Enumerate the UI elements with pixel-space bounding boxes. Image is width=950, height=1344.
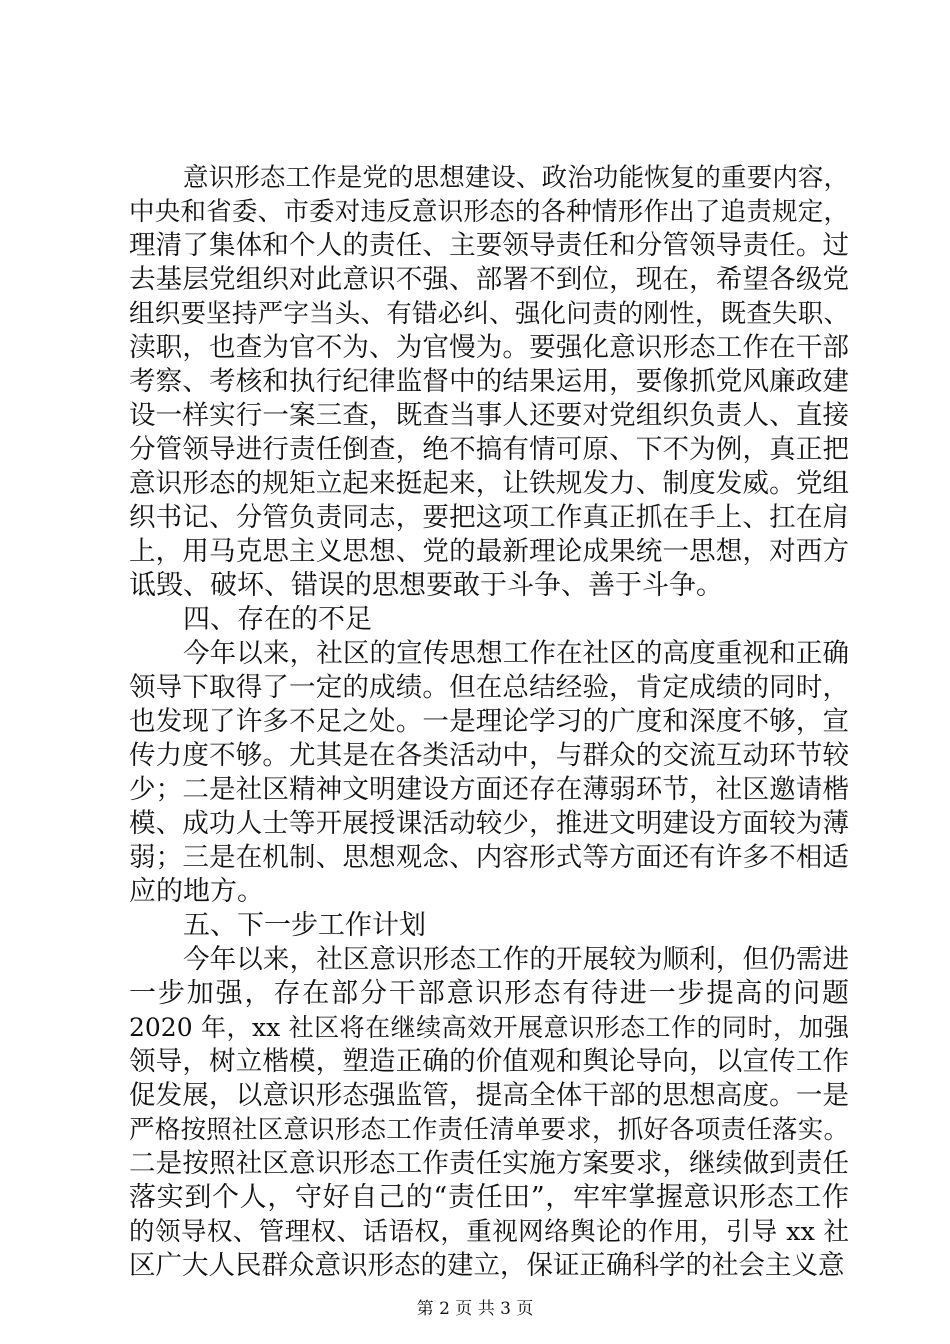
text-line: 也发现了许多不足之处。一是理论学习的广度和深度不够，宣 (129, 706, 849, 737)
text-line: 模、成功人士等开展授课活动较少，推进文明建设方面较为薄 (129, 808, 849, 839)
text-line: 今年以来，社区的宣传思想工作在社区的高度重视和正确 (183, 638, 849, 669)
document-body (129, 161, 849, 1283)
text-line: 领导，树立楷模，塑造正确的价值观和舆论导向，以宣传工作 (129, 1046, 849, 1077)
text-line: 织书记、分管负责同志，要把这项工作真正抓在手上、扛在肩 (129, 502, 849, 533)
text-line: 落实到个人，守好自己的“责任田”，牢牢掌握意识形态工作 (129, 1182, 849, 1213)
text-line: 一步加强，存在部分干部意识形态有待进一步提高的问题 (129, 978, 849, 1009)
text-line: 意识形态的规矩立起来挺起来，让铁规发力、制度发威。党组 (129, 468, 849, 499)
text-line: 弱；三是在机制、思想观念、内容形式等方面还有许多不相适 (129, 842, 849, 873)
text-line: 诋毁、破坏、错误的思想要敢于斗争、善于斗争。 (129, 570, 723, 601)
text-line: 严格按照社区意识形态工作责任清单要求，抓好各项责任落实。 (129, 1115, 849, 1145)
text-line: 的领导权、管理权、话语权，重视网络舆论的作用，引导 xx 社 (129, 1217, 849, 1247)
text-line: 渎职，也查为官不为、为官慢为。要强化意识形态工作在干部 (129, 332, 849, 363)
section-heading (129, 909, 849, 943)
text-line: 分管领导进行责任倒查，绝不搞有情可原、下不为例，真正把 (129, 434, 849, 465)
text-line: 区广大人民群众意识形态的建立，保证正确科学的社会主义意 (129, 1250, 845, 1281)
text-line: 二是按照社区意识形态工作责任实施方案要求，继续做到责任 (129, 1148, 849, 1179)
text-line: 2020 年，xx 社区将在继续高效开展意识形态工作的同时，加强 (129, 1013, 849, 1042)
heading-text: 五、下一步工作计划 (183, 910, 426, 941)
paragraph (129, 943, 849, 1283)
text-line: 少；二是社区精神文明建设方面还存在薄弱环节，社区邀请楷 (129, 774, 849, 805)
text-line: 今年以来，社区意识形态工作的开展较为顺利，但仍需进 (183, 944, 849, 975)
page-footer: 第 2 页 共 3 页 (416, 1299, 534, 1319)
text-line: 设一样实行一案三查，既查当事人还要对党组织负责人、直接 (129, 400, 849, 431)
section-heading (129, 603, 849, 637)
paragraph (129, 637, 849, 909)
text-line: 理清了集体和个人的责任、主要领导责任和分管领导责任。过 (129, 230, 849, 261)
text-line: 中央和省委、市委对违反意识形态的各种情形作出了追责规定， (129, 197, 849, 227)
heading-text: 四、存在的不足 (183, 604, 372, 635)
text-line: 组织要坚持严字当头、有错必纠、强化问责的刚性，既查失职、 (129, 299, 849, 329)
text-line: 传力度不够。尤其是在各类活动中，与群众的交流互动环节较 (129, 740, 849, 771)
text-line: 去基层党组织对此意识不强、部署不到位，现在，希望各级党 (129, 264, 849, 295)
text-line: 应的地方。 (129, 876, 264, 907)
text-line: 领导下取得了一定的成绩。但在总结经验，肯定成绩的同时， (129, 672, 849, 703)
text-line: 促发展，以意识形态强监管，提高全体干部的思想高度。一是 (129, 1080, 849, 1111)
text-line: 意识形态工作是党的思想建设、政治功能恢复的重要内容， (183, 163, 849, 193)
text-line: 考察、考核和执行纪律监督中的结果运用，要像抓党风廉政建 (129, 366, 849, 397)
paragraph (129, 161, 849, 603)
text-line: 上，用马克思主义思想、党的最新理论成果统一思想，对西方 (129, 536, 849, 567)
